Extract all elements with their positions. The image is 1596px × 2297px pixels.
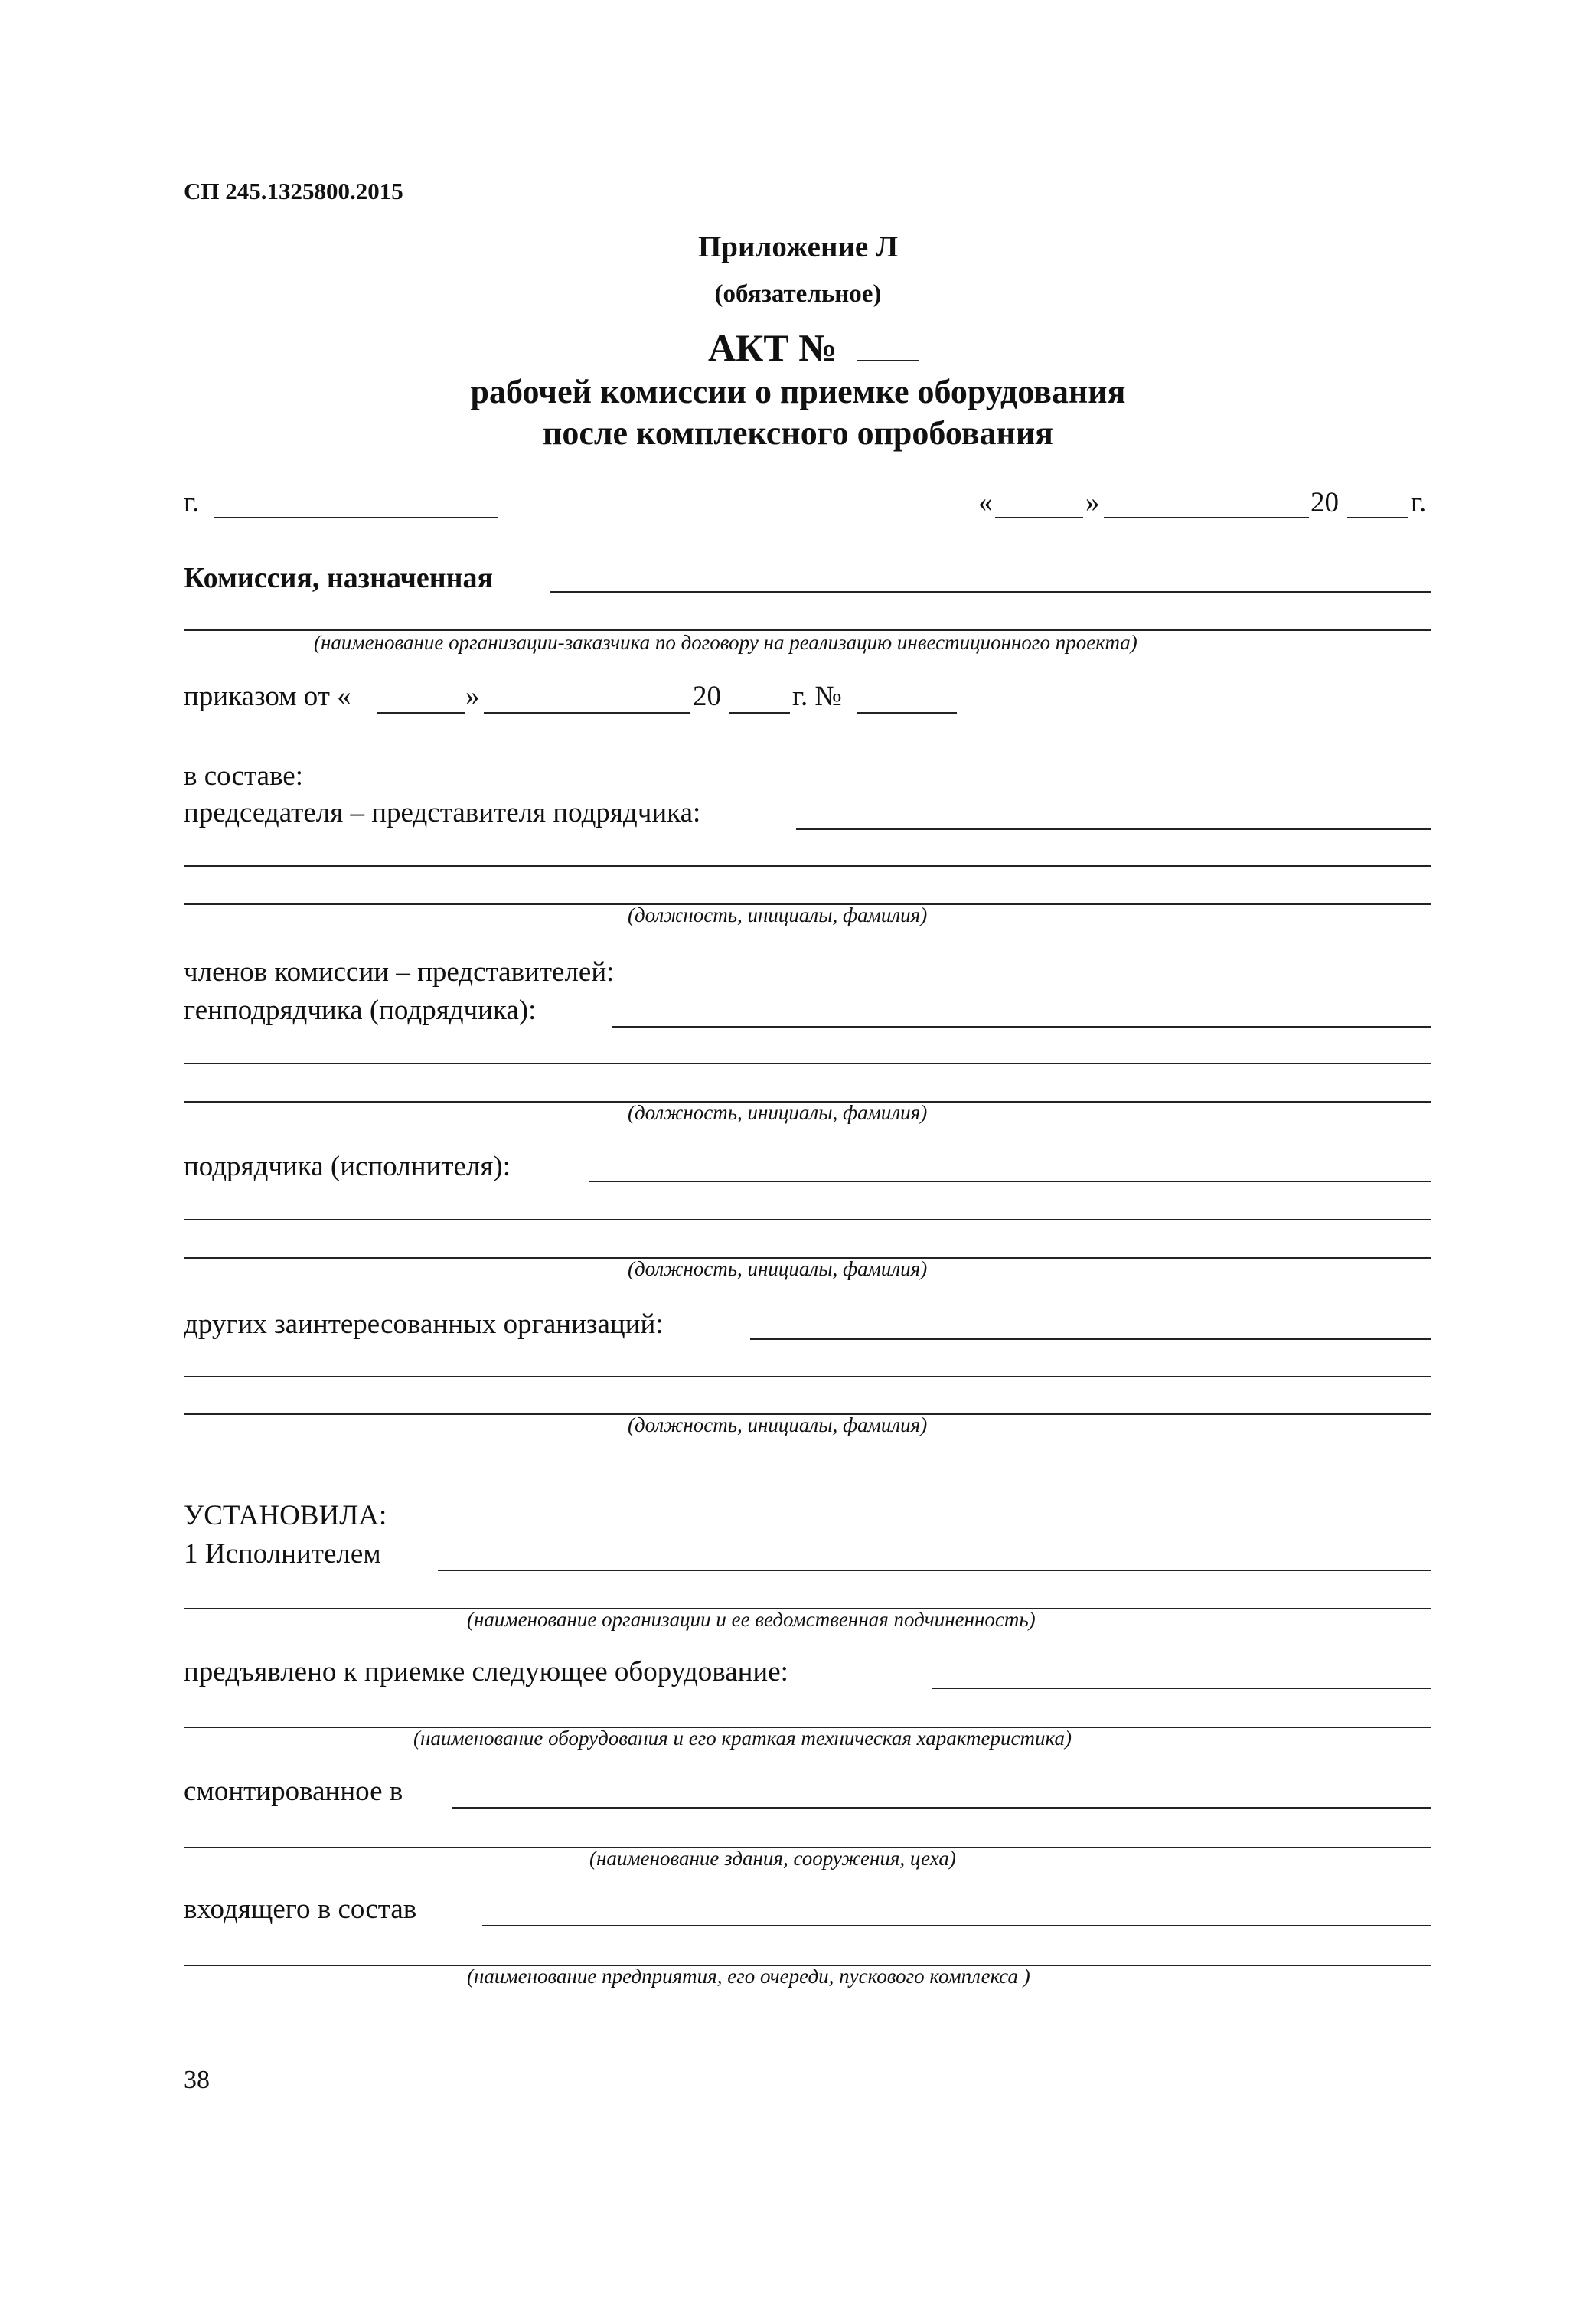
others-label: других заинтересованных организаций: xyxy=(184,1309,664,1340)
commission-field[interactable] xyxy=(550,591,1431,593)
general-contractor-caption: (должность, инициалы, фамилия) xyxy=(628,1101,928,1124)
date-open-quote: « xyxy=(978,487,993,518)
date-year-suffix: г. xyxy=(1411,487,1427,518)
chairman-field[interactable] xyxy=(796,828,1431,830)
equipment-caption: (наименование оборудования и его краткая техническая характеристика) xyxy=(413,1727,1072,1750)
general-contractor-field[interactable] xyxy=(612,1026,1431,1028)
document-code: СП 245.1325800.2015 xyxy=(184,178,403,204)
general-contractor-label: генподрядчика (подрядчика): xyxy=(184,995,537,1026)
item1-caption: (наименование организации и ее ведомственная подчиненность) xyxy=(467,1608,1036,1631)
mounted-field[interactable] xyxy=(452,1807,1431,1809)
commission-label: Комиссия, назначенная xyxy=(184,562,494,594)
act-title: АКТ № xyxy=(708,326,837,369)
page-number: 38 xyxy=(184,2066,210,2094)
year-field[interactable] xyxy=(1347,517,1408,518)
date-close-quote: » xyxy=(1085,487,1100,518)
order-number-label: г. № xyxy=(792,681,842,712)
composition-label: в составе: xyxy=(184,760,303,792)
act-subtitle-line1: рабочей комиссии о приемке оборудования xyxy=(470,373,1126,410)
established-heading: УСТАНОВИЛА: xyxy=(184,1500,387,1531)
others-caption: (должность, инициалы, фамилия) xyxy=(628,1413,928,1436)
chairman-caption: (должность, инициалы, фамилия) xyxy=(628,903,928,926)
order-year-prefix: 20 xyxy=(693,681,721,712)
date-year-prefix: 20 xyxy=(1310,487,1339,518)
act-subtitle-line2: после комплексного опробования xyxy=(542,414,1053,452)
order-prefix: приказом от « xyxy=(184,681,351,712)
part-of-label: входящего в состав xyxy=(184,1893,417,1925)
chairman-field-2[interactable] xyxy=(184,865,1431,867)
item1-field[interactable] xyxy=(438,1570,1431,1571)
mounted-caption: (наименование здания, сооружения, цеха) xyxy=(589,1847,956,1870)
others-field-2[interactable] xyxy=(184,1376,1431,1377)
chairman-label: председателя – представителя подрядчика: xyxy=(184,797,701,828)
appendix-status: (обязательное) xyxy=(714,280,882,308)
mounted-label: смонтированное в xyxy=(184,1776,403,1807)
members-label: членов комиссии – представителей: xyxy=(184,956,615,988)
order-month-field[interactable] xyxy=(484,712,690,714)
contractor-label: подрядчика (исполнителя): xyxy=(184,1151,511,1182)
order-number-field[interactable] xyxy=(857,712,957,714)
commission-caption: (наименование организации-заказчика по договору на реализацию инвестиционного проекта) xyxy=(314,631,1137,654)
general-contractor-field-2[interactable] xyxy=(184,1063,1431,1064)
act-number-field[interactable] xyxy=(857,360,919,361)
item1-label: 1 Исполнителем xyxy=(184,1538,381,1570)
contractor-field-2[interactable] xyxy=(184,1219,1431,1220)
order-close-quote: » xyxy=(465,681,480,712)
equipment-field[interactable] xyxy=(932,1688,1431,1689)
month-field[interactable] xyxy=(1104,517,1309,518)
city-field[interactable] xyxy=(214,517,498,518)
order-day-field[interactable] xyxy=(377,712,465,714)
contractor-caption: (должность, инициалы, фамилия) xyxy=(628,1257,928,1280)
day-field[interactable] xyxy=(995,517,1083,518)
contractor-field[interactable] xyxy=(589,1181,1431,1182)
others-field[interactable] xyxy=(750,1338,1431,1340)
appendix-title: Приложение Л xyxy=(697,230,899,263)
city-prefix: г. xyxy=(184,487,200,518)
order-year-field[interactable] xyxy=(729,712,790,714)
part-of-field[interactable] xyxy=(482,1925,1431,1926)
part-of-caption: (наименование предприятия, его очереди, пускового комплекса ) xyxy=(467,1965,1030,1988)
equipment-label: предъявлено к приемке следующее оборудование: xyxy=(184,1656,788,1688)
